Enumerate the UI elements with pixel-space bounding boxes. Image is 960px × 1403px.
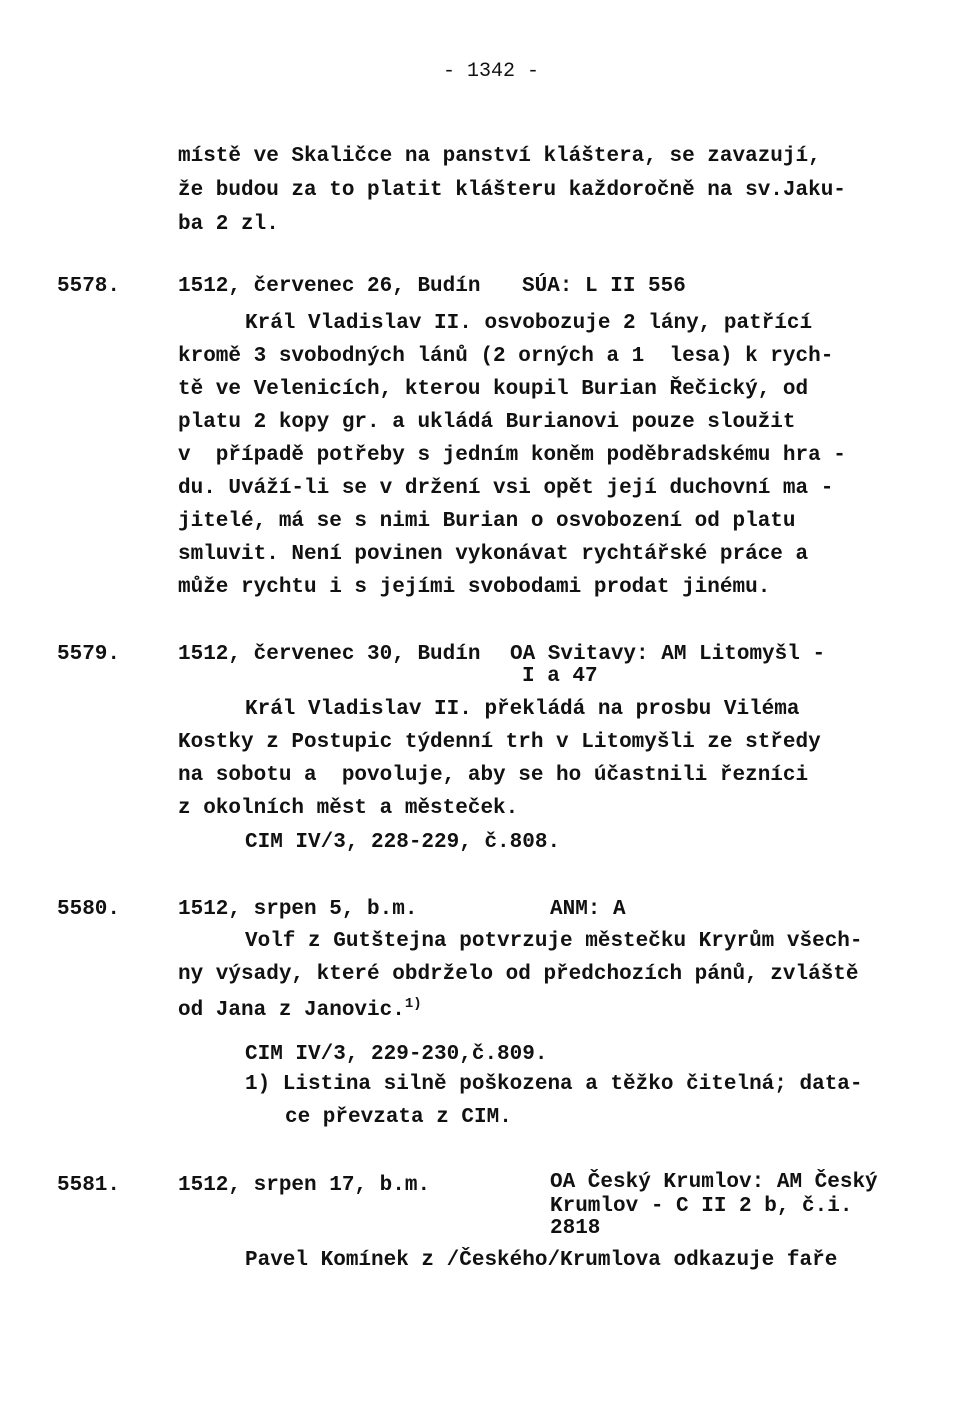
entry-header: 1512, červenec 30, Budín bbox=[178, 643, 481, 666]
entry-citation: CIM IV/3, 228-229, č.808. bbox=[245, 831, 561, 854]
entry-body-line: kromě 3 svobodných lánů (2 orných a 1 lesa) k rych- bbox=[178, 345, 834, 368]
entry-source: 2818 bbox=[550, 1217, 601, 1240]
entry-body-line: du. Uváží-li se v držení vsi opět její duchovní ma - bbox=[178, 477, 834, 500]
intro-line: místě ve Skaličce na panství kláštera, se zavazují, bbox=[178, 145, 821, 168]
entry-source: I a 47 bbox=[522, 665, 598, 688]
entry-source: SÚA: L II 556 bbox=[522, 275, 686, 298]
entry-source: OA Český Krumlov: AM Český bbox=[550, 1171, 878, 1194]
entry-source: Krumlov - C II 2 b, č.i. bbox=[550, 1195, 853, 1218]
entry-source: ANM: A bbox=[550, 898, 626, 921]
page-number: - 1342 - bbox=[443, 60, 540, 83]
entry-body-text: od Jana z Janovic. bbox=[178, 999, 405, 1022]
entry-number: 5579. bbox=[57, 643, 121, 666]
entry-body-line: ny výsady, které obdrželo od předchozích pánů, zvláště bbox=[178, 963, 859, 986]
footnote-mark: 1) bbox=[404, 996, 422, 1012]
entry-body-line bbox=[178, 997, 422, 1021]
entry-body-line: jitelé, má se s nimi Burian o osvobození od platu bbox=[178, 510, 796, 533]
intro-line: že budou za to platit klášteru každoročně na sv.Jaku- bbox=[178, 179, 846, 202]
entry-number: 5578. bbox=[57, 275, 121, 298]
entry-source: OA Svitavy: AM Litomyšl - bbox=[510, 643, 826, 666]
entry-header: 1512, červenec 26, Budín bbox=[178, 275, 481, 298]
entry-header: 1512, srpen 17, b.m. bbox=[178, 1174, 431, 1197]
entry-header: 1512, srpen 5, b.m. bbox=[178, 898, 418, 921]
entry-number: 5580. bbox=[57, 898, 121, 921]
entry-body-line: může rychtu i s jejími svobodami prodat jinému. bbox=[178, 576, 771, 599]
entry-body-line: v případě potřeby s jedním koněm poděbradskému hra - bbox=[178, 444, 846, 467]
entry-body-line: z okolních měst a městeček. bbox=[178, 797, 519, 820]
entry-number: 5581. bbox=[57, 1174, 121, 1197]
entry-body-line: tě ve Velenicích, kterou koupil Burian Řečický, od bbox=[178, 378, 809, 401]
entry-body-line: na sobotu a povoluje, aby se ho účastnili řezníci bbox=[178, 764, 809, 787]
entry-body-line: Král Vladislav II. osvobozuje 2 lány, patřící bbox=[245, 312, 813, 335]
entry-body-line: smluvit. Není povinen vykonávat rychtářské práce a bbox=[178, 543, 809, 566]
entry-footnote: 1) Listina silně poškozena a těžko čitelná; data- bbox=[245, 1073, 863, 1096]
entry-body-line: Král Vladislav II. překládá na prosbu Viléma bbox=[245, 698, 800, 721]
entry-body-line: Pavel Komínek z /Českého/Krumlova odkazuje faře bbox=[245, 1249, 838, 1272]
entry-citation: CIM IV/3, 229-230,č.809. bbox=[245, 1043, 548, 1066]
entry-footnote: ce převzata z CIM. bbox=[285, 1106, 512, 1129]
intro-line: ba 2 zl. bbox=[178, 213, 279, 236]
entry-body-line: Kostky z Postupic týdenní trh v Litomyšli ze středy bbox=[178, 731, 821, 754]
entry-body-line: platu 2 kopy gr. a ukládá Burianovi pouze sloužit bbox=[178, 411, 796, 434]
entry-body-line: Volf z Gutštejna potvrzuje městečku Kryrům všech- bbox=[245, 930, 863, 953]
